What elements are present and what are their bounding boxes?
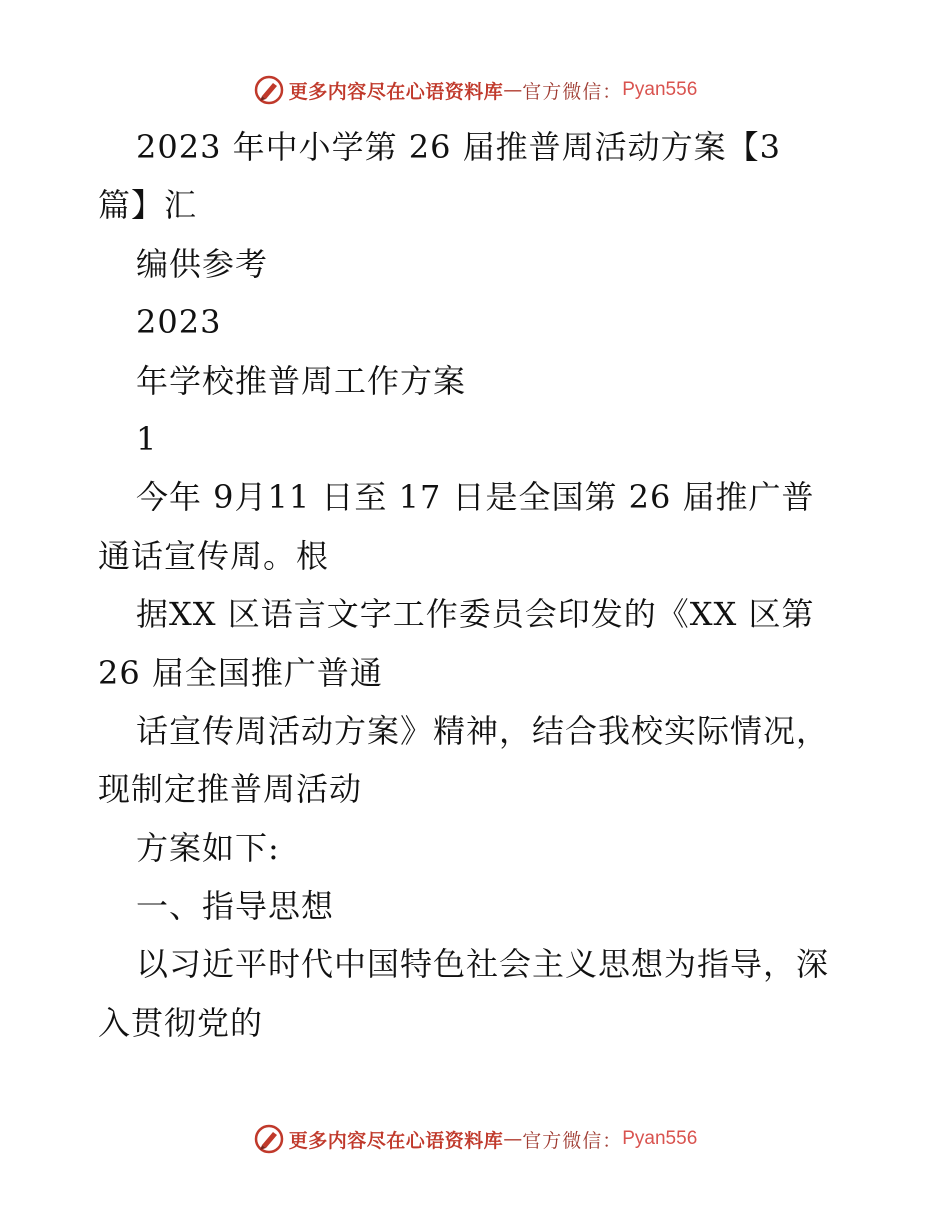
banner-sub-text: 官方微信： — [522, 80, 623, 103]
text-line: 方案如下: — [136, 828, 280, 867]
banner-wechat-id: Pyan556 — [622, 1128, 698, 1149]
text-line: 篇】汇 — [98, 186, 198, 225]
header-watermark-banner — [0, 70, 950, 110]
text-line: 2023 年中小学第 26 届推普周活动方案【3 — [136, 128, 782, 166]
text-line: 2023 — [136, 303, 222, 342]
banner-main-text: 更多内容尽在心语资料库 — [288, 80, 504, 103]
text-line: 今年 9月11 日至 17 日是全国第 26 届推广普 — [136, 478, 815, 517]
text-line: 年学校推普周工作方案 — [136, 361, 467, 400]
banner-main-text: 更多内容尽在心语资料库 — [288, 1129, 504, 1152]
text-line: 话宣传周活动方案》精神，结合我校实际情况， — [136, 711, 830, 750]
text-line: 入贯彻党的 — [98, 1003, 264, 1042]
banner-sub-text: 官方微信： — [522, 1129, 623, 1152]
text-line: 现制定推普周活动 — [98, 770, 363, 809]
banner-wechat-id: Pyan556 — [622, 79, 698, 100]
text-line: 通话宣传周。根 — [98, 536, 330, 575]
text-line: 据XX 区语言文字工作委员会印发的《XX 区第 — [136, 595, 815, 634]
text-line: 以习近平时代中国特色社会主义思想为指导，深 — [136, 945, 830, 984]
text-line: 26 届全国推广普通 — [98, 653, 383, 692]
text-line: 1 — [136, 419, 158, 458]
banner-dash: — — [503, 79, 523, 101]
banner-dash: — — [503, 1128, 523, 1150]
text-line: 编供参考 — [136, 244, 269, 283]
pen-logo-icon — [253, 1123, 285, 1155]
pen-logo-icon — [253, 74, 285, 106]
footer-watermark-banner — [0, 1119, 950, 1159]
document-body — [98, 118, 858, 1052]
text-line: 一、指导思想 — [136, 887, 335, 926]
